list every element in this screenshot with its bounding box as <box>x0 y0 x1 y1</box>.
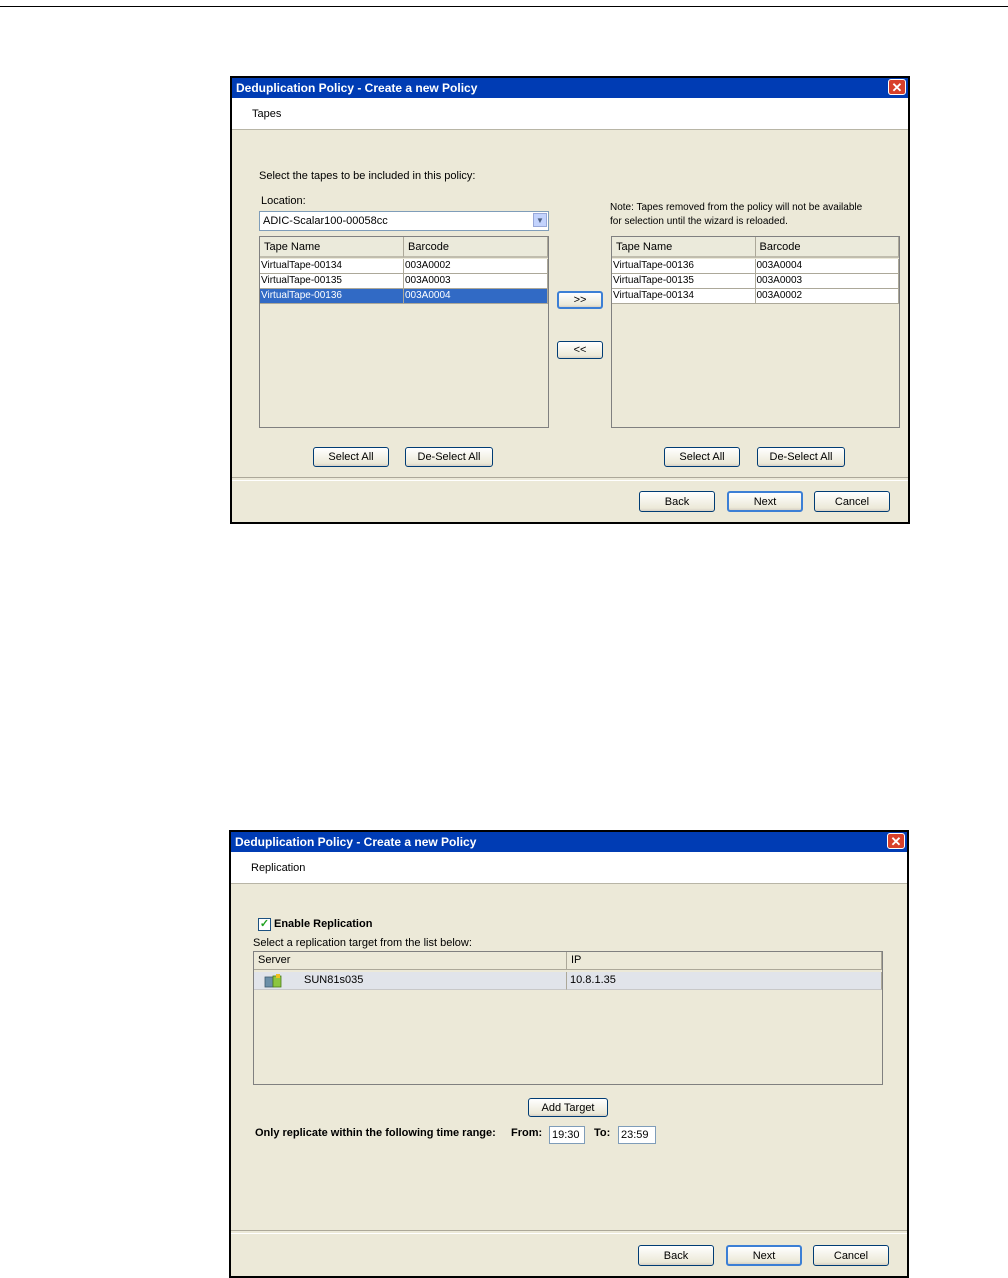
barcode-cell: 003A0003 <box>404 274 548 289</box>
table-row[interactable] <box>612 259 899 274</box>
barcode-cell: 003A0004 <box>756 259 900 274</box>
table-row-selected[interactable] <box>260 289 548 304</box>
add-to-policy-button[interactable]: >> <box>557 291 603 309</box>
note-line-2: for selection until the wizard is reloaded. <box>610 216 788 227</box>
add-target-button[interactable]: Add Target <box>528 1098 608 1117</box>
barcode-cell: 003A0002 <box>756 289 900 304</box>
from-label: From: <box>511 1127 543 1139</box>
step-header: Tapes <box>232 98 908 130</box>
barcode-cell: 003A0002 <box>404 259 548 274</box>
tape-name-cell: VirtualTape-00136 <box>260 289 404 304</box>
right-deselect-all-button[interactable]: De-Select All <box>757 447 845 467</box>
tape-name-cell: VirtualTape-00135 <box>612 274 756 289</box>
note-line-1: Note: Tapes removed from the policy will not be available <box>610 202 863 213</box>
dialog-title: Deduplication Policy - Create a new Policy <box>232 78 908 98</box>
enable-replication-checkbox[interactable]: ✓ <box>259 918 270 930</box>
tape-name-cell: VirtualTape-00134 <box>260 259 404 274</box>
server-name: SUN81s035 <box>304 974 364 986</box>
dialog-client <box>231 852 907 1276</box>
server-icon <box>264 974 284 988</box>
dialog-title: Deduplication Policy - Create a new Policy <box>231 832 907 852</box>
next-button[interactable]: Next <box>726 1245 802 1266</box>
table-row[interactable] <box>612 274 899 289</box>
barcode-cell: 003A0004 <box>404 289 548 304</box>
instruction-label: Select the tapes to be included in this policy: <box>259 170 476 182</box>
table-header <box>612 237 899 258</box>
right-select-all-button[interactable]: Select All <box>664 447 740 467</box>
step-header: Replication <box>231 852 907 884</box>
next-button[interactable]: Next <box>727 491 803 512</box>
location-select[interactable] <box>259 211 549 231</box>
back-button[interactable]: Back <box>639 491 715 512</box>
time-range-label: Only replicate within the following time range: <box>255 1127 496 1139</box>
policy-tapes-table[interactable] <box>611 236 900 428</box>
column-header-barcode[interactable]: Barcode <box>404 237 548 258</box>
dialog-client <box>232 98 908 522</box>
available-tapes-table[interactable] <box>259 236 549 428</box>
chevron-down-icon[interactable]: ▼ <box>533 213 547 227</box>
close-icon[interactable]: ✕ <box>888 79 906 95</box>
barcode-cell: 003A0003 <box>756 274 900 289</box>
to-time-input[interactable]: 23:59 <box>618 1126 656 1144</box>
tape-name-cell: VirtualTape-00135 <box>260 274 404 289</box>
enable-replication-label[interactable]: Enable Replication <box>274 918 373 930</box>
back-button[interactable]: Back <box>638 1245 714 1266</box>
instruction-label: Select a replication target from the list below: <box>253 937 472 949</box>
cancel-button[interactable]: Cancel <box>814 491 890 512</box>
column-header-barcode[interactable]: Barcode <box>756 237 900 258</box>
table-header <box>254 952 882 970</box>
dialog-tapes <box>230 76 910 524</box>
table-row[interactable] <box>254 972 882 990</box>
close-icon[interactable]: ✕ <box>887 833 905 849</box>
location-label: Location: <box>261 195 306 207</box>
dialog-replication <box>229 830 909 1278</box>
tape-name-cell: VirtualTape-00134 <box>612 289 756 304</box>
column-header-ip[interactable]: IP <box>567 952 882 970</box>
footer-divider <box>232 477 908 481</box>
to-label: To: <box>594 1127 611 1139</box>
tape-name-cell: VirtualTape-00136 <box>612 259 756 274</box>
footer-divider <box>231 1230 907 1234</box>
left-deselect-all-button[interactable]: De-Select All <box>405 447 493 467</box>
replication-target-table[interactable] <box>253 951 883 1085</box>
server-cell <box>254 972 567 990</box>
cancel-button[interactable]: Cancel <box>813 1245 889 1266</box>
left-select-all-button[interactable]: Select All <box>313 447 389 467</box>
table-row[interactable] <box>612 289 899 304</box>
table-row[interactable] <box>260 259 548 274</box>
table-row[interactable] <box>260 274 548 289</box>
column-header-tape-name[interactable]: Tape Name <box>612 237 756 258</box>
column-header-server[interactable]: Server <box>254 952 567 970</box>
ip-cell: 10.8.1.35 <box>567 972 882 990</box>
table-header <box>260 237 548 258</box>
page-rule <box>0 6 1008 7</box>
remove-from-policy-button[interactable]: << <box>557 341 603 359</box>
from-time-input[interactable]: 19:30 <box>549 1126 585 1144</box>
column-header-tape-name[interactable]: Tape Name <box>260 237 404 258</box>
location-value: ADIC-Scalar100-00058cc <box>263 215 388 227</box>
